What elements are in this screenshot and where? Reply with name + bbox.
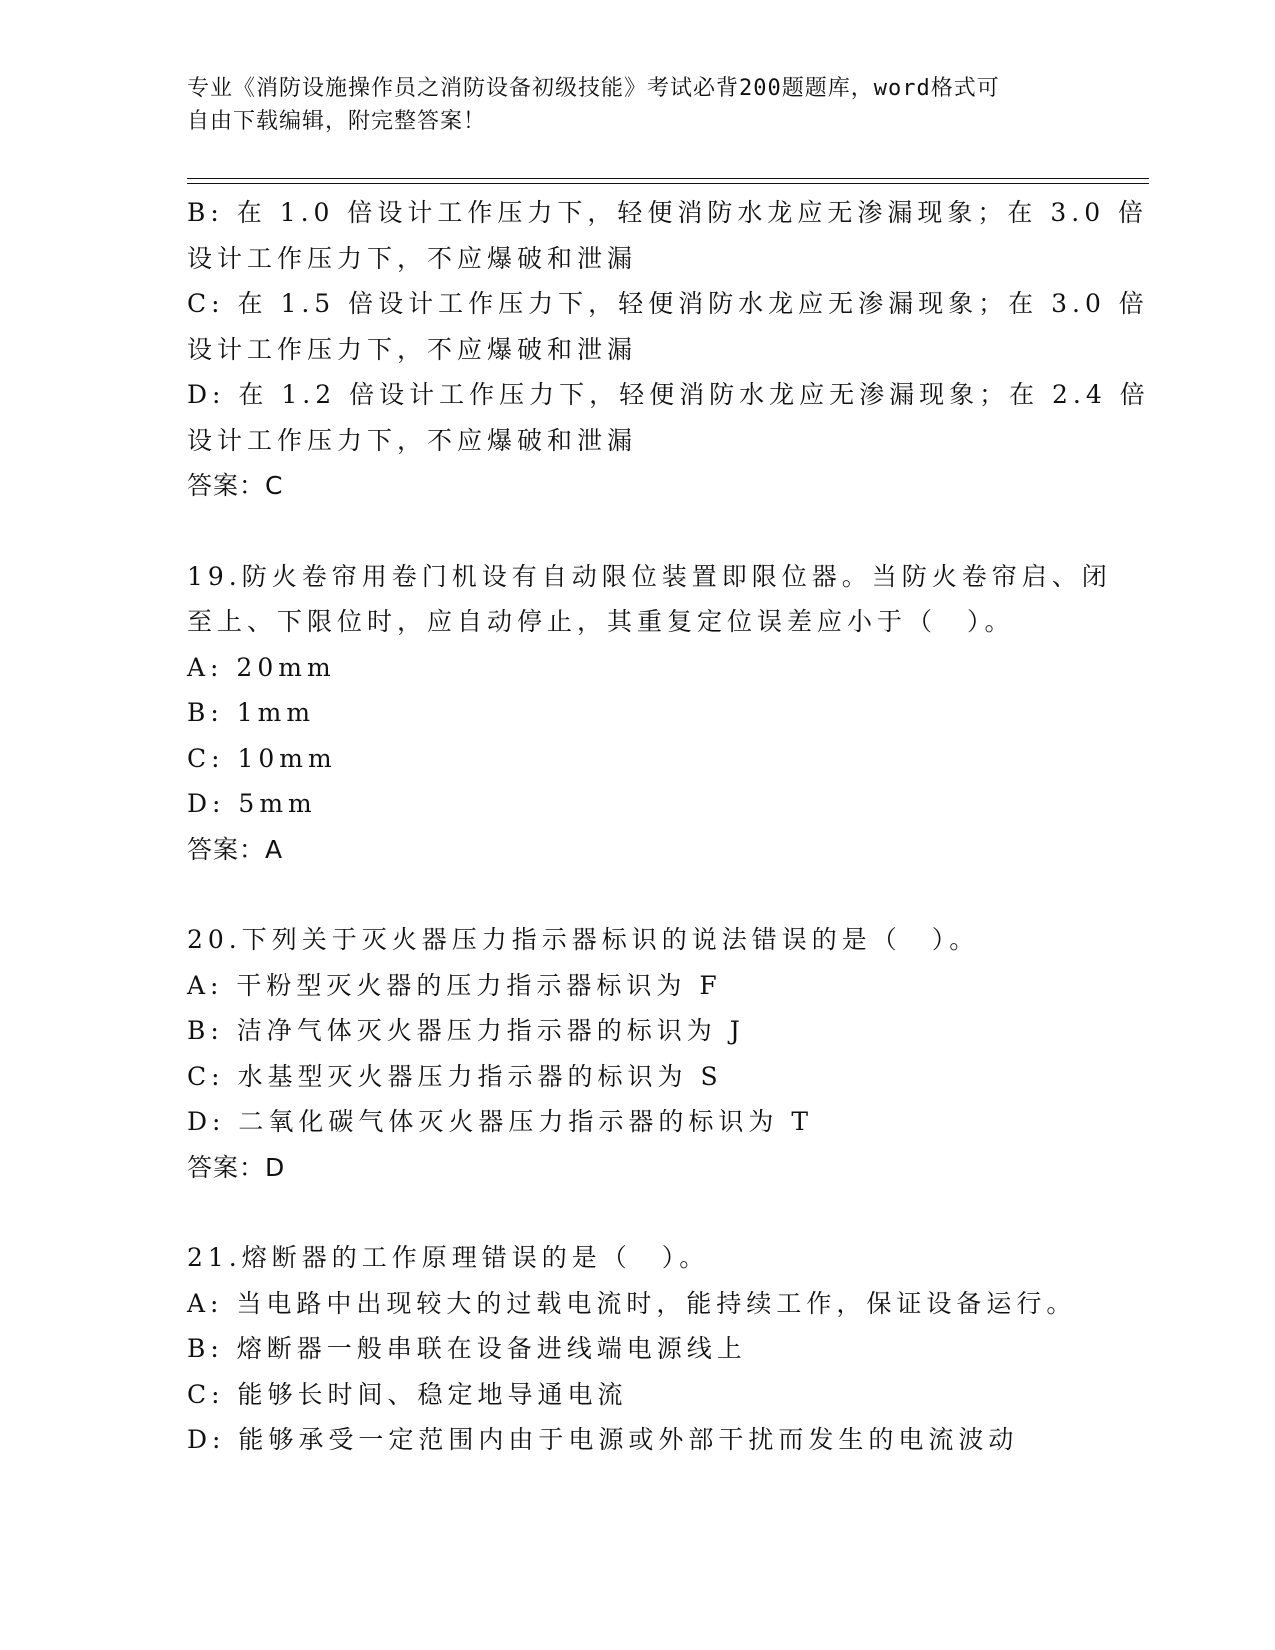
option-c-line-2: 设计工作压力下，不应爆破和泄漏 — [187, 334, 638, 364]
header-rule-top — [187, 178, 1149, 179]
question-19 — [187, 554, 1112, 873]
answer-label: 答案：A — [187, 834, 284, 864]
option-a: A: 20mm — [187, 652, 336, 682]
question-stem: 21.熔断器的工作原理错误的是（ ）。 — [187, 1243, 710, 1272]
option-d: D: 5mm — [187, 789, 317, 818]
spacer — [187, 509, 1087, 554]
option-a: A: 干粉型灭火器的压力指示器标识为 F — [187, 970, 722, 1000]
option-b: B: 熔断器一般串联在设备进线端电源线上 — [187, 1334, 747, 1363]
answer-label: 答案：C — [187, 471, 284, 500]
option-c: C: 能够长时间、稳定地导通电流 — [187, 1379, 628, 1409]
option-d: D: 二氧化碳气体灭火器压力指示器的标识为 T — [187, 1107, 814, 1136]
option-c: C: 10mm — [187, 743, 337, 773]
question-stem-line-2: 至上、下限位时，应自动停止，其重复定位误差应小于（ ）。 — [187, 607, 1015, 636]
option-b-line-2: 设计工作压力下，不应爆破和泄漏 — [187, 243, 638, 273]
answer-label: 答案：D — [187, 1152, 286, 1182]
option-b: B: 洁净气体灭火器压力指示器的标识为 J — [187, 1016, 745, 1045]
option-b: B: 1mm — [187, 698, 316, 727]
option-c: C: 水基型灭火器压力指示器的标识为 S — [187, 1061, 723, 1091]
option-c-line-1: C: 在 1.5 倍设计工作压力下，轻便消防水龙应无渗漏现象；在 3.0 倍 — [187, 289, 1149, 318]
question-stem-line-1: 19.防火卷帘用卷门机设有自动限位装置即限位器。当防火卷帘启、闭 — [187, 561, 1112, 591]
option-b-line-1: B: 在 1.0 倍设计工作压力下，轻便消防水龙应无渗漏现象；在 3.0 倍 — [187, 198, 1149, 227]
question-21 — [187, 1235, 1087, 1463]
header-title-line-2: 自由下载编辑，附完整答案！ — [187, 109, 487, 134]
option-a: A: 当电路中出现较大的过载电流时，能持续工作，保证设备运行。 — [187, 1288, 1077, 1318]
option-d-line-1: D: 在 1.2 倍设计工作压力下，轻便消防水龙应无渗漏现象；在 2.4 倍 — [187, 380, 1150, 409]
header-title-line-1: 专业《消防设施操作员之消防设备初级技能》考试必背200题题库，word格式可 — [187, 76, 1000, 101]
spacer — [187, 1190, 1087, 1235]
question-stem: 20.下列关于灭火器压力指示器标识的说法错误的是（ ）。 — [187, 925, 980, 954]
page-content — [187, 190, 1150, 1463]
header-rule-bottom — [187, 183, 1149, 184]
spacer — [187, 872, 1087, 917]
document-header — [187, 72, 1067, 138]
option-d: D: 能够承受一定范围内由于电源或外部干扰而发生的电流波动 — [187, 1425, 1019, 1454]
question-18-continued — [187, 190, 1150, 509]
option-d-line-2: 设计工作压力下，不应爆破和泄漏 — [187, 425, 638, 455]
question-20 — [187, 917, 1087, 1190]
